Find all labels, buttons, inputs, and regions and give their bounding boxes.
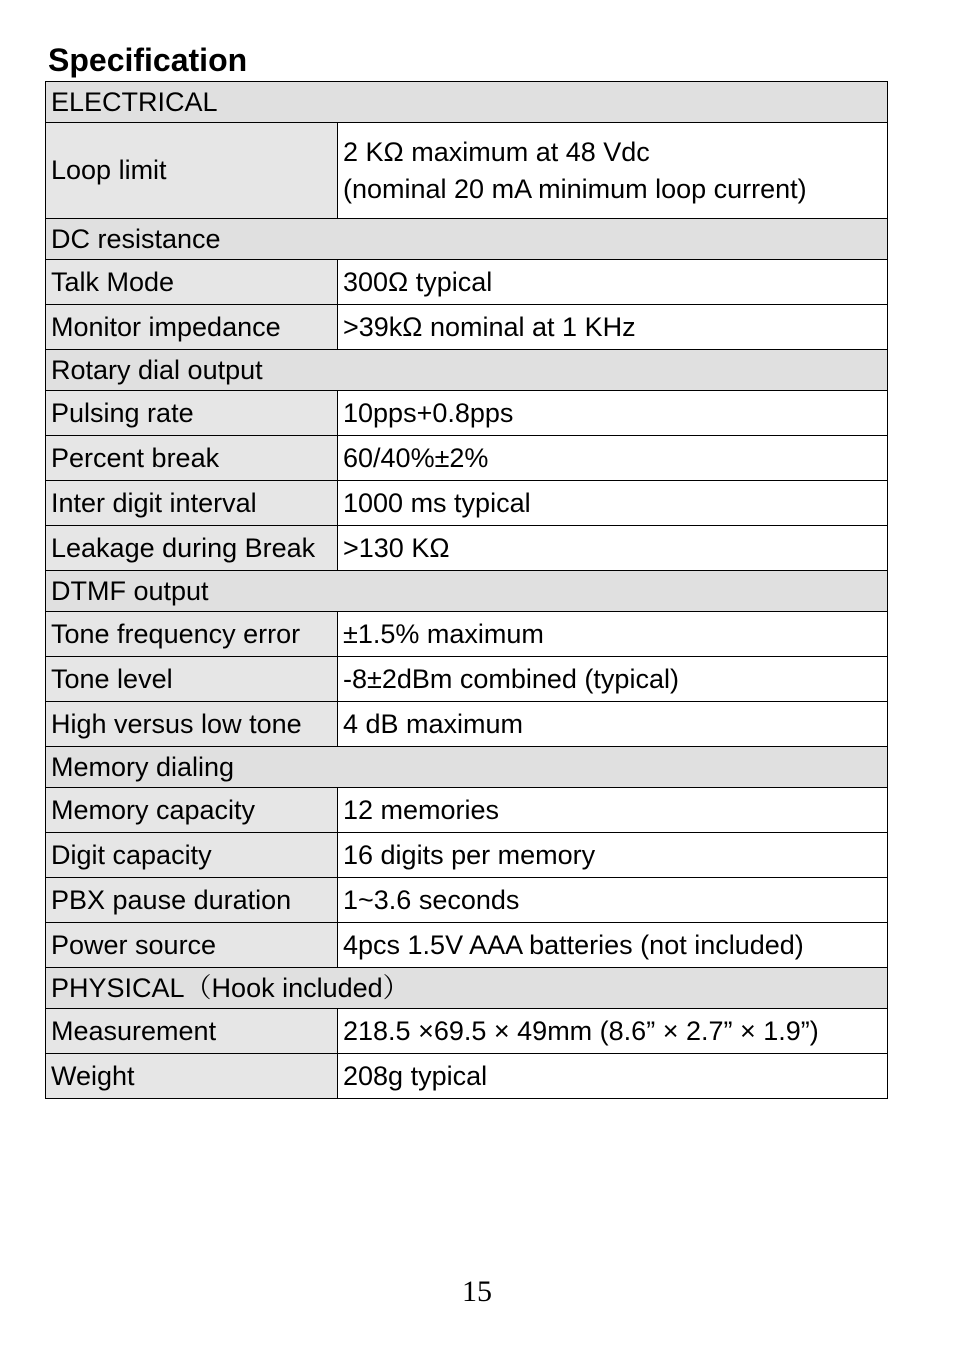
- table-row: [46, 1054, 888, 1099]
- spec-label: Loop limit: [46, 123, 338, 219]
- spec-label: PBX pause duration: [46, 878, 338, 923]
- table-row: [46, 878, 888, 923]
- table-row: [46, 657, 888, 702]
- spec-label: Memory capacity: [46, 788, 338, 833]
- spec-value: ±1.5% maximum: [338, 612, 888, 657]
- section-row-electrical: [46, 82, 888, 123]
- spec-label: Talk Mode: [46, 260, 338, 305]
- spec-value: 60/40%±2%: [338, 436, 888, 481]
- table-row: [46, 923, 888, 968]
- table-row: [46, 833, 888, 878]
- spec-label: Tone frequency error: [46, 612, 338, 657]
- spec-value: 16 digits per memory: [338, 833, 888, 878]
- section-heading: DC resistance: [46, 219, 888, 260]
- table-row: [46, 526, 888, 571]
- section-row-rotary-dial: [46, 350, 888, 391]
- section-row-memory-dialing: [46, 747, 888, 788]
- table-row: [46, 612, 888, 657]
- section-heading: Memory dialing: [46, 747, 888, 788]
- spec-label: Power source: [46, 923, 338, 968]
- section-heading: ELECTRICAL: [46, 82, 888, 123]
- section-row-physical: [46, 968, 888, 1009]
- spec-value-line: 2 KΩ maximum at 48 Vdc: [343, 136, 650, 167]
- spec-value: 4pcs 1.5V AAA batteries (not included): [338, 923, 888, 968]
- spec-value: 10pps+0.8pps: [338, 391, 888, 436]
- section-heading: PHYSICAL（Hook included）: [46, 968, 888, 1009]
- spec-label: Pulsing rate: [46, 391, 338, 436]
- spec-label: Inter digit interval: [46, 481, 338, 526]
- spec-label: High versus low tone: [46, 702, 338, 747]
- spec-value: 12 memories: [338, 788, 888, 833]
- spec-label: Digit capacity: [46, 833, 338, 878]
- spec-label: Tone level: [46, 657, 338, 702]
- spec-label: Weight: [46, 1054, 338, 1099]
- section-heading: DTMF output: [46, 571, 888, 612]
- spec-value: >39kΩ nominal at 1 KHz: [338, 305, 888, 350]
- section-row-dc-resistance: [46, 219, 888, 260]
- spec-label: Percent break: [46, 436, 338, 481]
- table-row: [46, 788, 888, 833]
- spec-value: 208g typical: [338, 1054, 888, 1099]
- table-row: [46, 481, 888, 526]
- spec-label: Monitor impedance: [46, 305, 338, 350]
- spec-value: [338, 123, 888, 219]
- spec-value: 4 dB maximum: [338, 702, 888, 747]
- spec-value: -8±2dBm combined (typical): [338, 657, 888, 702]
- spec-value: 218.5 ×69.5 × 49mm (8.6” × 2.7” × 1.9”): [338, 1009, 888, 1054]
- table-row: [46, 123, 888, 219]
- spec-value: 300Ω typical: [338, 260, 888, 305]
- section-heading: Rotary dial output: [46, 350, 888, 391]
- spec-label: Measurement: [46, 1009, 338, 1054]
- spec-value: >130 KΩ: [338, 526, 888, 571]
- specification-table: [45, 81, 888, 1099]
- spec-value: 1000 ms typical: [338, 481, 888, 526]
- table-row: [46, 391, 888, 436]
- table-row: [46, 260, 888, 305]
- spec-value-line: (nominal 20 mA minimum loop current): [343, 173, 807, 204]
- section-row-dtmf: [46, 571, 888, 612]
- table-row: [46, 436, 888, 481]
- table-row: [46, 702, 888, 747]
- table-row: [46, 305, 888, 350]
- spec-label: Leakage during Break: [46, 526, 338, 571]
- page-title: Specification: [48, 42, 248, 78]
- table-row: [46, 1009, 888, 1054]
- page-number: 15: [462, 1275, 492, 1308]
- spec-value: 1~3.6 seconds: [338, 878, 888, 923]
